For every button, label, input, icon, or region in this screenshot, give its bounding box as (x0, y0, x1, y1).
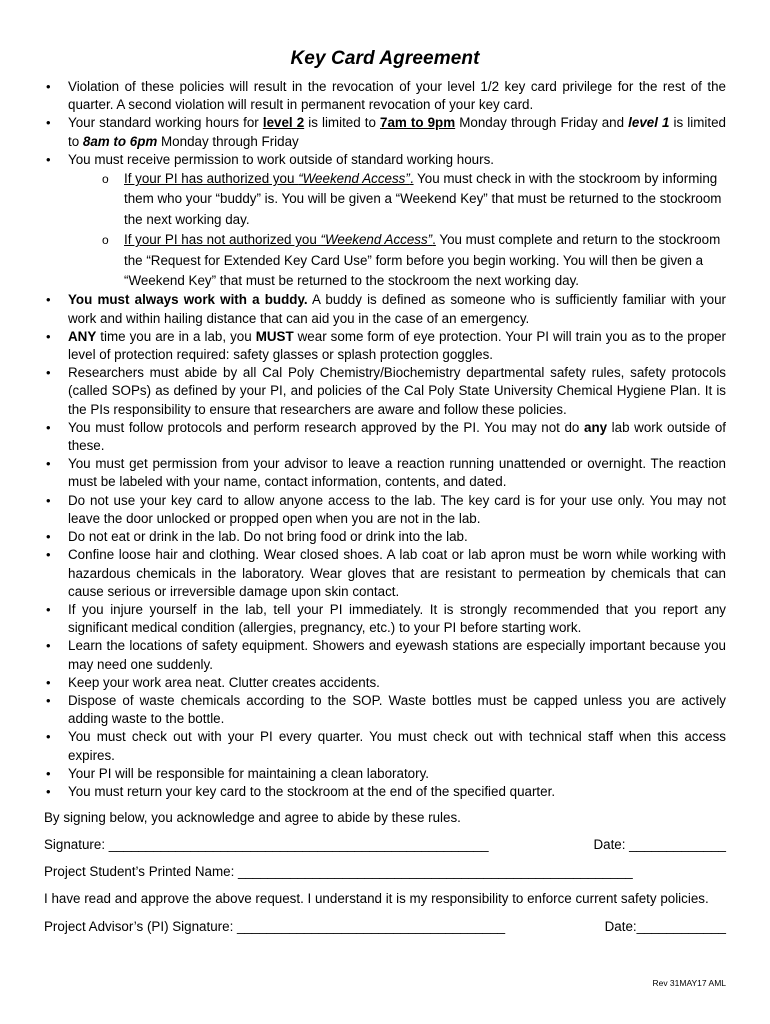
rule-neat-work-area: • Keep your work area neat. Clutter creates accidents. (44, 674, 726, 692)
rule-return-key: • You must return your key card to the stockroom at the end of the specified quarter. (44, 783, 726, 801)
rule-waste-disposal: • Dispose of waste chemicals according to the SOP. Waste bottles must be capped unless you are actively adding waste to the bottle. (44, 692, 726, 728)
level-2-hours: 7am to 9pm (380, 115, 456, 131)
weekend-access-sublist (68, 169, 726, 291)
rule-no-food: • Do not eat or drink in the lab. Do not bring food or drink into the lab. (44, 528, 726, 546)
signature-field[interactable]: ___________________________________________________ (108, 837, 489, 853)
rule-safety-equipment: • Learn the locations of safety equipment. Showers and eyewash stations are especially important because you may need one suddenly. (44, 637, 726, 673)
rule-permission: • You must receive permission to work outside of standard working hours. o If your PI has authorized you “Weekend Access”. You must check in with the stockroom by informing them who your “buddy” is. You will be given a “Weekend Key” that must be returned to the stockroom the next working day. o If your PI has not authorized you “Weekend Access”. You must complete and return to the stockroom the “Request for Extended Key Card Use” form before you begin working. You will then be given a “Weekend Key” that must be returned to the stockroom the next working day. (44, 151, 726, 292)
revision-note: Rev 31MAY17 AML (652, 978, 726, 988)
printed-name-field[interactable]: _____________________________________________________ (238, 864, 633, 880)
page-title: Key Card Agreement (290, 48, 480, 69)
rules-list (44, 78, 726, 801)
rule-clothing: • Confine loose hair and clothing. Wear closed shoes. A lab coat or lab apron must be worn while working with hazardous chemicals in the laboratory. Wear gloves that are resistant to permeation by chemicals that can cause serious or irreversible damage upon skin contact. (44, 546, 726, 601)
level-1-hours: 8am to 6pm (82, 133, 158, 149)
rule-working-hours: • Your standard working hours for level 2 is limited to 7am to 9pm Monday through Friday and level 1 is limited to 8am to 6pm Monday through Friday (44, 114, 726, 150)
rule-injury: • If you injure yourself in the lab, tell your PI immediately. It is strongly recommended that you report any significant medical condition (allergies, pregnancy, etc.) to your PI before starting work. (44, 601, 726, 637)
rule-clean-lab: • Your PI will be responsible for maintaining a clean laboratory. (44, 765, 726, 783)
printed-name-label: Project Student’s Printed Name: (44, 864, 239, 880)
rule-check-out: • You must check out with your PI every quarter. You must check out with technical staff when this access expires. (44, 728, 726, 764)
pi-signature-field[interactable]: ____________________________________ (237, 918, 506, 934)
rule-revocation: • Violation of these policies will result in the revocation of your level 1/2 key card privilege for the rest of the quarter. A second violation will result in permanent revocation of your key card. (44, 78, 726, 114)
acknowledgement-text: By signing below, you acknowledge and agree to abide by these rules. (44, 810, 461, 826)
sub-authorized: o If your PI has authorized you “Weekend Access”. You must check in with the stockroom by informing them who your “buddy” is. You will be given a “Weekend Key” that must be returned to the stockroom the next working day. (102, 169, 726, 230)
rule-unattended-reaction: • You must get permission from your advisor to leave a reaction running unattended or overnight. The reaction must be labeled with your name, contact information, contents, and dated. (44, 455, 726, 491)
rule-departmental-policies: • Researchers must abide by all Cal Poly Chemistry/Biochemistry departmental safety rules, safety protocols (called SOPs) as defined by your PI, and policies of the Cal Poly State University Chemical Hygiene Plan. It is the PIs responsibility to ensure that researchers are aware and follow these policies. (44, 364, 726, 419)
rule-approved-research: • You must follow protocols and perform research approved by the PI. You may not do any lab work outside of these. (44, 419, 726, 455)
pi-signature-line (44, 918, 726, 936)
signature-date-field[interactable]: Date: _____________ (593, 837, 726, 853)
pi-signature-date-field[interactable]: Date:____________ (604, 918, 726, 934)
pi-signature-label: Project Advisor’s (PI) Signature: (44, 918, 238, 934)
level-1-label: level 1 (628, 115, 670, 131)
rule-eye-protection: • ANY time you are in a lab, you MUST wear some form of eye protection. Your PI will train you as to the proper level of protection required: safety glasses or splash protection goggles. (44, 328, 726, 364)
signature-line (44, 836, 726, 854)
printed-name-line (44, 863, 726, 881)
rule-key-card-use: • Do not use your key card to allow anyone access to the lab. The key card is for your use only. You may not leave the door unlocked or propped open when you are not in the lab. (44, 492, 726, 528)
approval-text: I have read and approve the above request. I understand it is my responsibility to enforce current safety policies. (44, 891, 709, 907)
sub-not-authorized: o If your PI has not authorized you “Weekend Access”. You must complete and return to the stockroom the “Request for Extended Key Card Use” form before you begin working. You will then be given a “Weekend Key” that must be returned to the stockroom the next working day. (102, 230, 726, 291)
level-2-label: level 2 (262, 115, 305, 131)
rule-buddy: • You must always work with a buddy. A buddy is defined as someone who is sufficiently familiar with your work and within hailing distance that can aid you in the case of an emergency. (44, 291, 726, 327)
signature-label: Signature: (44, 837, 109, 853)
